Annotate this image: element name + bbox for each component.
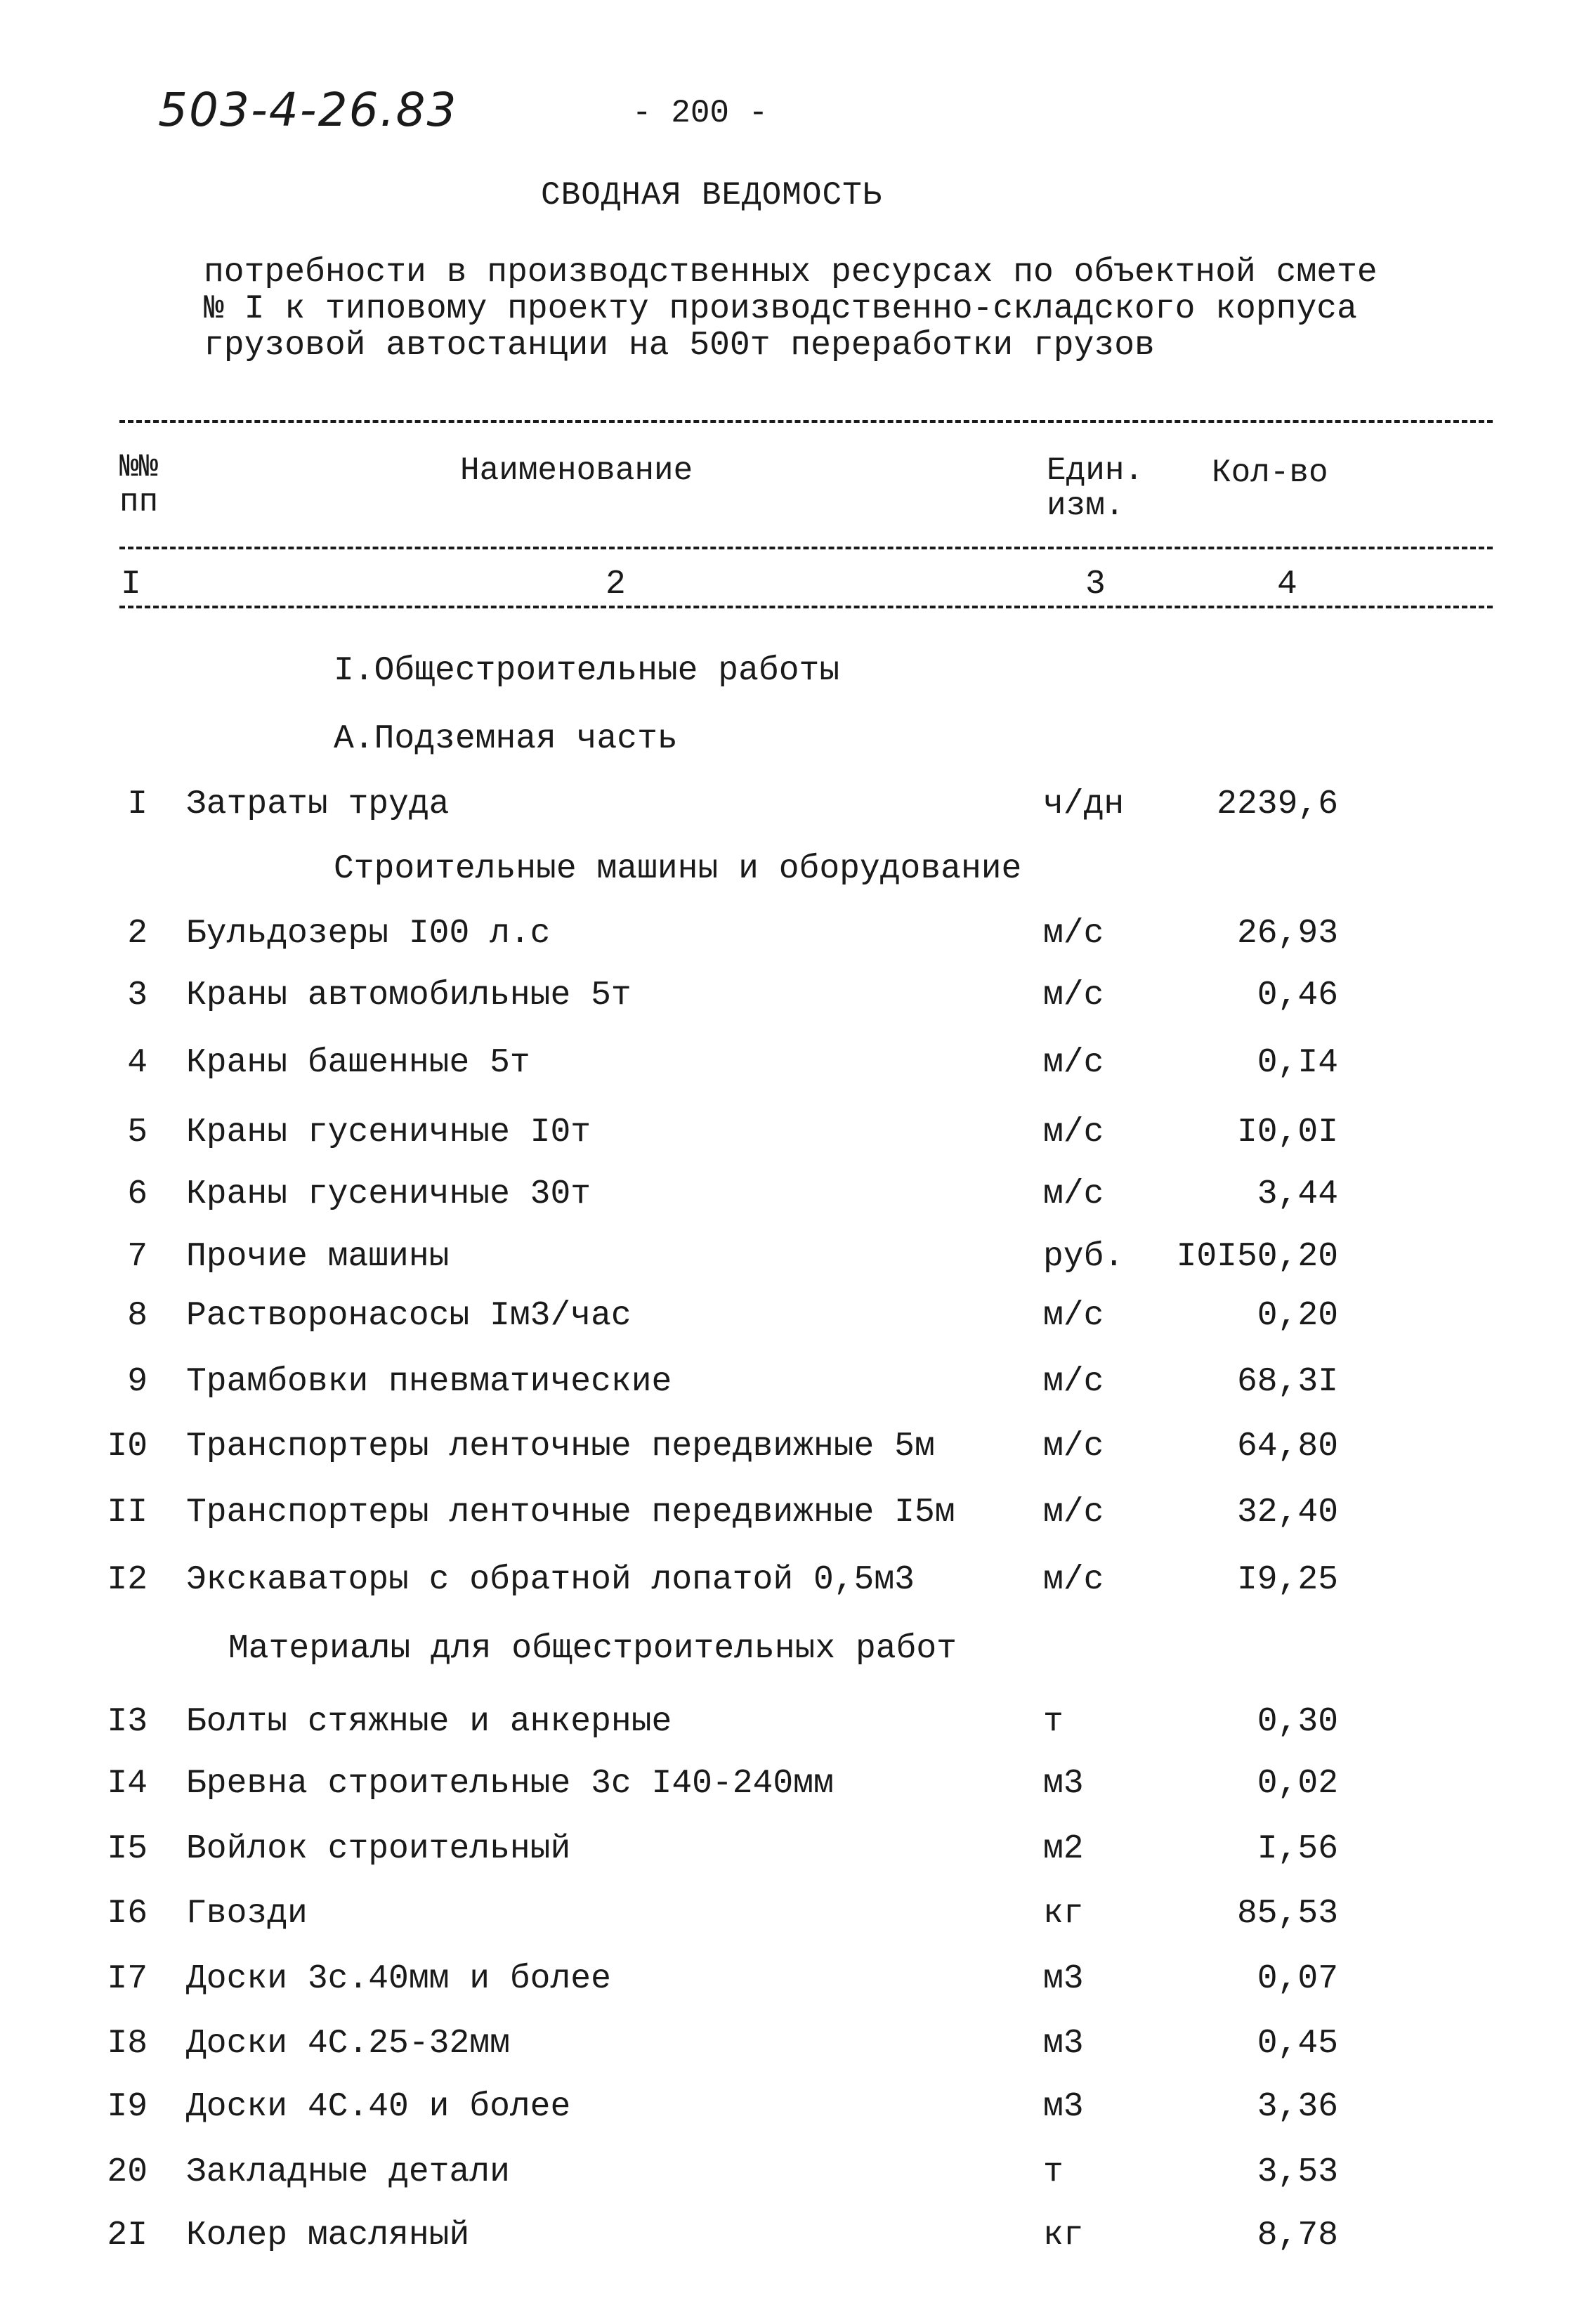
row-quantity: 3,36 xyxy=(1257,2088,1338,2126)
row-name: Трамбовки пневматические xyxy=(186,1363,672,1401)
row-unit: ч/дн xyxy=(1043,785,1125,823)
table-row xyxy=(0,1238,1577,1280)
row-unit: м/с xyxy=(1043,915,1104,953)
row-quantity: 8,78 xyxy=(1257,2217,1338,2254)
col-index: 4 xyxy=(1277,566,1297,603)
row-unit: м/с xyxy=(1043,977,1104,1014)
row-name: Краны гусеничные 30т xyxy=(186,1175,591,1213)
row-number: 6 xyxy=(127,1175,148,1213)
row-number: I4 xyxy=(107,1765,148,1803)
document-code: 503-4-26.83 xyxy=(158,83,458,137)
table-row xyxy=(0,1895,1577,1937)
row-unit: м3 xyxy=(1043,2088,1084,2126)
row-quantity: 0,20 xyxy=(1257,1297,1338,1335)
divider xyxy=(119,547,1493,549)
row-name: Гвозди xyxy=(186,1895,308,1933)
col-index: 2 xyxy=(606,566,626,603)
row-name: Транспортеры ленточные передвижные I5м xyxy=(186,1494,955,1532)
row-number: I9 xyxy=(107,2088,148,2126)
row-number: 3 xyxy=(127,977,148,1014)
col-index: 3 xyxy=(1085,566,1106,603)
row-name: Краны автомобильные 5т xyxy=(186,977,632,1014)
row-name: Закладные детали xyxy=(186,2153,510,2191)
table-row xyxy=(0,2025,1577,2067)
row-unit: т xyxy=(1043,2153,1064,2191)
divider xyxy=(119,606,1493,608)
table-row xyxy=(0,1175,1577,1218)
row-name: Краны башенные 5т xyxy=(186,1044,530,1082)
intro-line: потребности в производственных ресурсах по объектной смете xyxy=(204,254,1378,292)
table-row xyxy=(0,2153,1577,2195)
table-row xyxy=(0,1561,1577,1603)
row-unit: м3 xyxy=(1043,1765,1084,1803)
row-name: Болты стяжные и анкерные xyxy=(186,1703,672,1741)
page-number: - 200 - xyxy=(632,95,768,131)
row-number: I xyxy=(127,785,148,823)
row-number: II xyxy=(107,1494,148,1532)
row-name: Войлок строительный xyxy=(186,1830,571,1868)
row-name: Колер масляный xyxy=(186,2217,470,2254)
row-number: 20 xyxy=(107,2153,148,2191)
col-qty-header: Кол-во xyxy=(1212,455,1328,491)
table-row xyxy=(0,1114,1577,1156)
row-number: I7 xyxy=(107,1960,148,1998)
row-unit: кг xyxy=(1043,2217,1084,2254)
section-heading: Строительные машины и оборудование xyxy=(334,850,1022,888)
row-unit: м3 xyxy=(1043,2025,1084,2063)
table-row xyxy=(0,1297,1577,1339)
document-title: СВОДНАЯ ВЕДОМОСТЬ xyxy=(541,177,883,214)
row-number: 7 xyxy=(127,1238,148,1276)
row-quantity: 3,53 xyxy=(1257,2153,1338,2191)
row-quantity: 0,45 xyxy=(1257,2025,1338,2063)
row-name: Доски 3с.40мм и более xyxy=(186,1960,611,1998)
row-unit: т xyxy=(1043,1703,1064,1741)
row-name: Затраты труда xyxy=(186,785,450,823)
row-unit: м/с xyxy=(1043,1044,1104,1082)
section-heading: Материалы для общестроительных работ xyxy=(228,1630,957,1668)
row-quantity: I9,25 xyxy=(1236,1561,1338,1599)
row-quantity: 0,02 xyxy=(1257,1765,1338,1803)
row-quantity: 2239,6 xyxy=(1217,785,1338,823)
divider xyxy=(119,420,1493,423)
row-name: Транспортеры ленточные передвижные 5м xyxy=(186,1428,935,1465)
section-heading: I.Общестроительные работы xyxy=(334,652,840,690)
row-number: I6 xyxy=(107,1895,148,1933)
col-index: I xyxy=(121,566,141,603)
row-name: Прочие машины xyxy=(186,1238,450,1276)
row-quantity: 26,93 xyxy=(1236,915,1338,953)
row-name: Доски 4С.40 и более xyxy=(186,2088,571,2126)
row-name: Растворонасосы Iм3/час xyxy=(186,1297,632,1335)
table-row xyxy=(0,977,1577,1019)
row-quantity: 32,40 xyxy=(1236,1494,1338,1532)
col-num-header: №№ пп xyxy=(119,449,159,521)
row-unit: кг xyxy=(1043,1895,1084,1933)
row-name: Краны гусеничные I0т xyxy=(186,1114,591,1151)
row-quantity: I0I50,20 xyxy=(1176,1238,1338,1276)
table-row xyxy=(0,1428,1577,1470)
col-name-header: Наименование xyxy=(460,452,693,489)
intro-line: грузовой автостанции на 500т переработки грузов xyxy=(204,327,1155,365)
table-row xyxy=(0,1765,1577,1807)
table-row xyxy=(0,1494,1577,1536)
row-quantity: 0,I4 xyxy=(1257,1044,1338,1082)
row-unit: м/с xyxy=(1043,1494,1104,1532)
intro-text xyxy=(204,254,1378,364)
row-quantity: 0,46 xyxy=(1257,977,1338,1014)
section-heading: А.Подземная часть xyxy=(334,720,678,758)
row-name: Доски 4С.25-32мм xyxy=(186,2025,510,2063)
row-unit: м/с xyxy=(1043,1561,1104,1599)
row-number: 5 xyxy=(127,1114,148,1151)
row-number: I0 xyxy=(107,1428,148,1465)
row-name: Бульдозеры I00 л.с xyxy=(186,915,551,953)
row-quantity: 3,44 xyxy=(1257,1175,1338,1213)
row-unit: м/с xyxy=(1043,1297,1104,1335)
row-quantity: 64,80 xyxy=(1236,1428,1338,1465)
row-quantity: I0,0I xyxy=(1236,1114,1338,1151)
row-number: I3 xyxy=(107,1703,148,1741)
table-row xyxy=(0,915,1577,957)
row-quantity: 0,07 xyxy=(1257,1960,1338,1998)
intro-line: № I к типовому проекту производственно-складского корпуса xyxy=(204,290,1357,328)
row-number: I5 xyxy=(107,1830,148,1868)
table-row xyxy=(0,2088,1577,2130)
row-number: 2I xyxy=(107,2217,148,2254)
row-unit: руб. xyxy=(1043,1238,1125,1276)
col-unit-header: Един. изм. xyxy=(1047,452,1144,524)
table-row xyxy=(0,1044,1577,1086)
row-unit: м/с xyxy=(1043,1175,1104,1213)
row-number: I2 xyxy=(107,1561,148,1599)
row-number: 2 xyxy=(127,915,148,953)
row-quantity: 85,53 xyxy=(1236,1895,1338,1933)
row-unit: м/с xyxy=(1043,1428,1104,1465)
table-row xyxy=(0,1830,1577,1872)
row-unit: м/с xyxy=(1043,1114,1104,1151)
row-number: 8 xyxy=(127,1297,148,1335)
row-number: I8 xyxy=(107,2025,148,2063)
row-unit: м2 xyxy=(1043,1830,1084,1868)
table-row xyxy=(0,785,1577,828)
row-number: 9 xyxy=(127,1363,148,1401)
table-row xyxy=(0,2217,1577,2259)
table-row xyxy=(0,1363,1577,1405)
row-name: Экскаваторы с обратной лопатой 0,5м3 xyxy=(186,1561,915,1599)
row-quantity: I,56 xyxy=(1257,1830,1338,1868)
row-number: 4 xyxy=(127,1044,148,1082)
table-row xyxy=(0,1960,1577,2002)
row-unit: м/с xyxy=(1043,1363,1104,1401)
row-name: Бревна строительные 3с I40-240мм xyxy=(186,1765,834,1803)
row-quantity: 68,3I xyxy=(1236,1363,1338,1401)
row-unit: м3 xyxy=(1043,1960,1084,1998)
row-quantity: 0,30 xyxy=(1257,1703,1338,1741)
table-row xyxy=(0,1703,1577,1745)
